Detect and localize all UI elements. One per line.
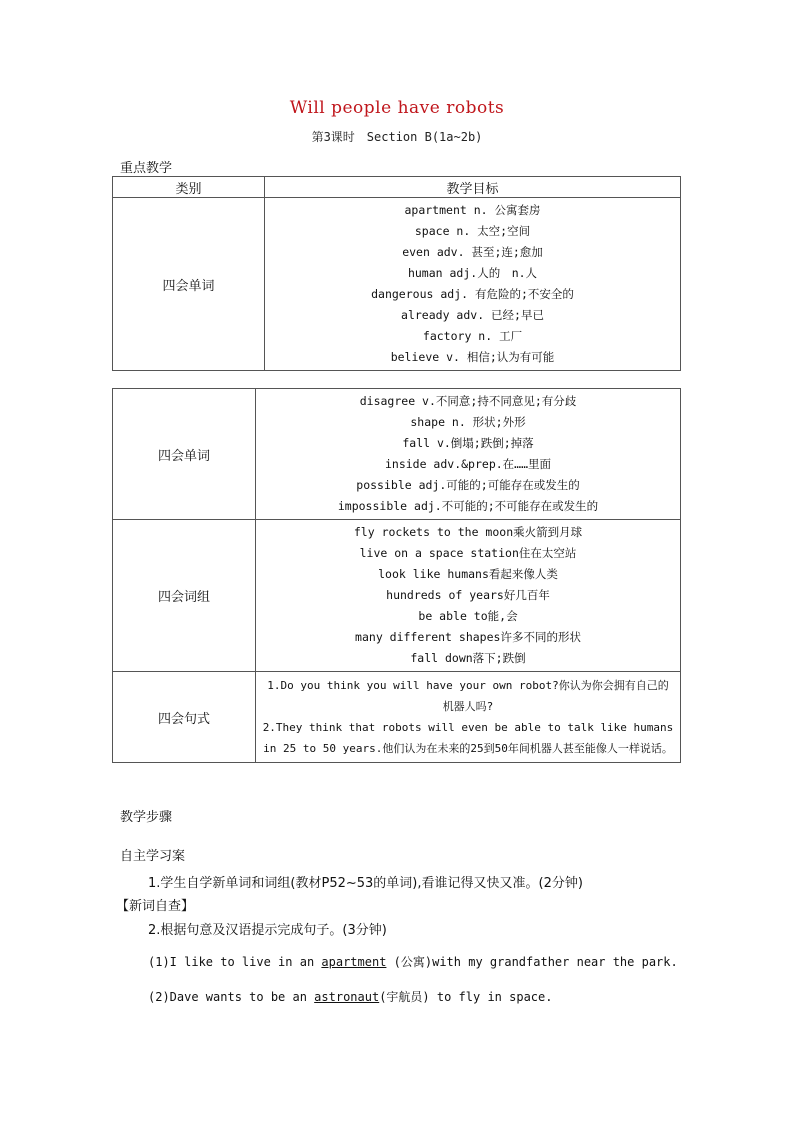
sentence-prefix: (2)Dave wants to be an xyxy=(148,990,315,1004)
header-objective: 教学目标 xyxy=(265,177,681,198)
vocab-item: shape n. 形状;外形 xyxy=(410,415,526,429)
phrase-item: hundreds of years好几百年 xyxy=(386,588,550,602)
step-1: 1.学生自学新单词和词组(教材P52~53的单词),看谁记得又快又准。(2分钟) xyxy=(148,876,583,891)
category-cell: 四会句式 xyxy=(113,672,256,763)
phrase-item: fall down落下;跌倒 xyxy=(410,651,526,665)
category-cell: 四会单词 xyxy=(113,389,256,520)
phrase-item: fly rockets to the moon乘火箭到月球 xyxy=(353,525,583,539)
vocab-item: apartment n. 公寓套房 xyxy=(404,203,541,217)
steps-heading: 教学步骤 xyxy=(120,810,173,825)
table-row xyxy=(113,672,681,763)
phrase-item: live on a space station住在太空站 xyxy=(359,546,577,560)
table-header-row xyxy=(113,177,681,198)
vocab-item: even adv. 甚至;连;愈加 xyxy=(402,245,543,259)
header-category: 类别 xyxy=(113,177,265,198)
vocab-item: factory n. 工厂 xyxy=(422,329,523,343)
sentence-suffix: (宇航员) to fly in space. xyxy=(379,990,553,1004)
vocab-item: already adv. 已经;早已 xyxy=(401,308,544,322)
sentence-suffix: (公寓)with my grandfather near the park. xyxy=(386,955,678,969)
page-title: Will people have robots xyxy=(289,98,505,118)
self-study-heading: 自主学习案 xyxy=(120,849,186,864)
table-row xyxy=(113,520,681,672)
phrase-item: be able to能,会 xyxy=(418,609,518,623)
vocab-item: inside adv.&prep.在……里面 xyxy=(384,457,552,471)
answer-blank: astronaut xyxy=(314,990,380,1004)
lesson-subtitle: 第3课时 Section B(1a~2b) xyxy=(311,130,483,144)
step-2: 2.根据句意及汉语提示完成句子。(3分钟) xyxy=(148,923,387,938)
vocab-item: impossible adj.不可能的;不可能存在或发生的 xyxy=(337,499,599,513)
vocab-list xyxy=(256,389,681,520)
objectives-table xyxy=(112,176,681,371)
phrase-list xyxy=(256,520,681,672)
vocab-item: disagree v.不同意;持不同意见;有分歧 xyxy=(359,394,577,408)
objectives-table-continued xyxy=(112,388,681,763)
table-row xyxy=(113,198,681,371)
sentence-item: 1.Do you think you will have your own robot?你认为你会拥有自己的机器人吗? xyxy=(267,679,669,713)
sentence-prefix: (1)I like to live in an xyxy=(148,955,322,969)
vocab-item: human adj.人的 n.人 xyxy=(407,266,538,280)
table-row xyxy=(113,389,681,520)
exercise-sentence-1 xyxy=(148,953,678,970)
phrase-item: many different shapes许多不同的形状 xyxy=(355,630,581,644)
category-cell: 四会词组 xyxy=(113,520,256,672)
vocab-item: believe v. 相信;认为有可能 xyxy=(390,350,555,364)
vocab-list xyxy=(265,198,681,371)
focus-label: 重点教学 xyxy=(120,161,173,176)
sentence-list xyxy=(256,672,681,763)
exercise-sentence-2 xyxy=(148,988,552,1005)
answer-blank: apartment xyxy=(321,955,387,969)
new-words-check: 【新词自查】 xyxy=(116,899,195,914)
vocab-item: fall v.倒塌;跌倒;掉落 xyxy=(402,436,534,450)
vocab-item: dangerous adj. 有危险的;不安全的 xyxy=(371,287,574,301)
vocab-item: space n. 太空;空间 xyxy=(414,224,531,238)
vocab-item: possible adj.可能的;可能存在或发生的 xyxy=(356,478,580,492)
sentence-item: 2.They think that robots will even be able to talk like humans in 25 to 50 years.他们认为在未来的25到50年间机器人甚至能像人一样说话。 xyxy=(262,721,674,755)
category-cell: 四会单词 xyxy=(113,198,265,371)
phrase-item: look like humans看起来像人类 xyxy=(378,567,558,581)
